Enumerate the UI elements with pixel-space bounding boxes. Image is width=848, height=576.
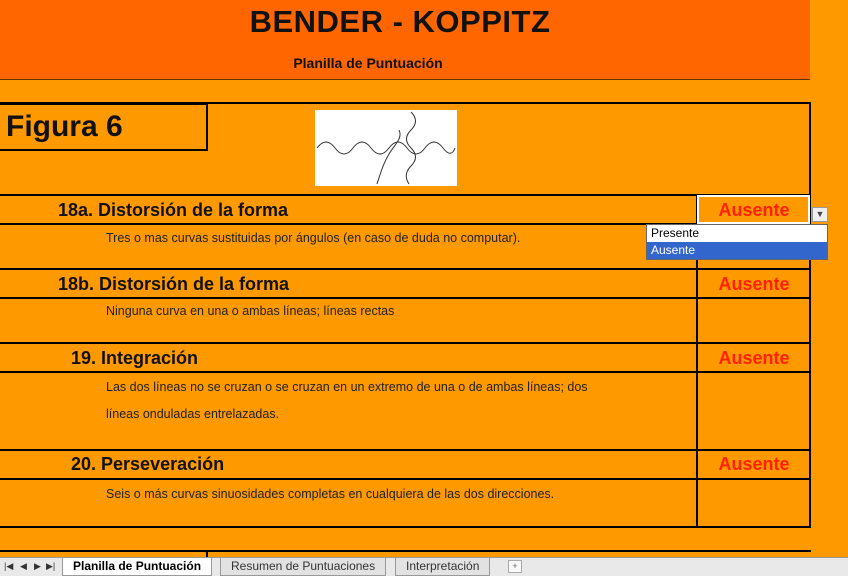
next-block-border xyxy=(0,550,811,552)
section-divider xyxy=(0,371,811,373)
value-cell-18a[interactable]: Ausente xyxy=(718,200,790,220)
dropdown-option-presente[interactable]: Presente xyxy=(651,226,700,240)
section-divider xyxy=(0,478,811,480)
section-desc-18a: Tres o mas curvas sustituidas por ángulos (en caso de duda no computar). xyxy=(106,231,521,245)
value-cell-19[interactable]: Ausente xyxy=(718,348,790,368)
section-title-18a: 18a. Distorsión de la forma xyxy=(58,200,289,220)
dropdown-option-ausente[interactable]: Ausente xyxy=(647,242,827,259)
tab-resumen[interactable]: Resumen de Puntuaciones xyxy=(220,558,386,576)
frame-bottom-border xyxy=(0,526,811,528)
figure-label: Figura 6 xyxy=(6,110,123,143)
insert-sheet-icon[interactable]: + xyxy=(508,560,522,573)
header-right-cell xyxy=(810,0,848,80)
value-dropdown-list[interactable] xyxy=(646,224,828,260)
sheet-tab-bar xyxy=(0,557,848,576)
app-title: BENDER - KOPPITZ xyxy=(249,4,551,39)
next-sheet-icon[interactable]: ▶ xyxy=(34,561,41,571)
section-desc-18b: Ninguna curva en una o ambas líneas; líneas rectas xyxy=(106,304,395,318)
value-cell-18b[interactable]: Ausente xyxy=(718,274,790,294)
section-title-18b: 18b. Distorsión de la forma xyxy=(58,274,290,294)
value-cell-20[interactable]: Ausente xyxy=(718,454,790,474)
section-divider xyxy=(0,268,811,270)
section-title-20: 20. Perseveración xyxy=(71,454,225,474)
prev-sheet-icon[interactable]: ◀ xyxy=(20,561,27,571)
tab-interpretacion[interactable]: Interpretación xyxy=(395,558,490,576)
section-divider xyxy=(0,449,811,451)
section-divider xyxy=(0,194,811,196)
first-sheet-icon[interactable]: |◀ xyxy=(4,561,14,571)
section-title-19: 19. Integración xyxy=(71,348,199,368)
figure-drawing xyxy=(315,110,457,186)
section-desc-19-line1: Las dos líneas no se cruzan o se cruzan en un extremo de una o de ambas líneas; dos xyxy=(106,380,588,394)
section-divider xyxy=(0,342,811,344)
last-sheet-icon[interactable]: ▶| xyxy=(46,561,56,571)
wavy-lines-drawing xyxy=(315,110,457,186)
section-desc-19-line2: líneas onduladas entrelazadas. xyxy=(106,407,280,421)
tab-planilla[interactable]: Planilla de Puntuación xyxy=(62,558,212,576)
section-desc-20: Seis o más curvas sinuosidades completas en cualquiera de las dos direcciones. xyxy=(106,487,555,501)
page-subtitle: Planilla de Puntuación xyxy=(293,55,443,71)
dropdown-arrow-button[interactable]: ▼ xyxy=(812,207,828,222)
